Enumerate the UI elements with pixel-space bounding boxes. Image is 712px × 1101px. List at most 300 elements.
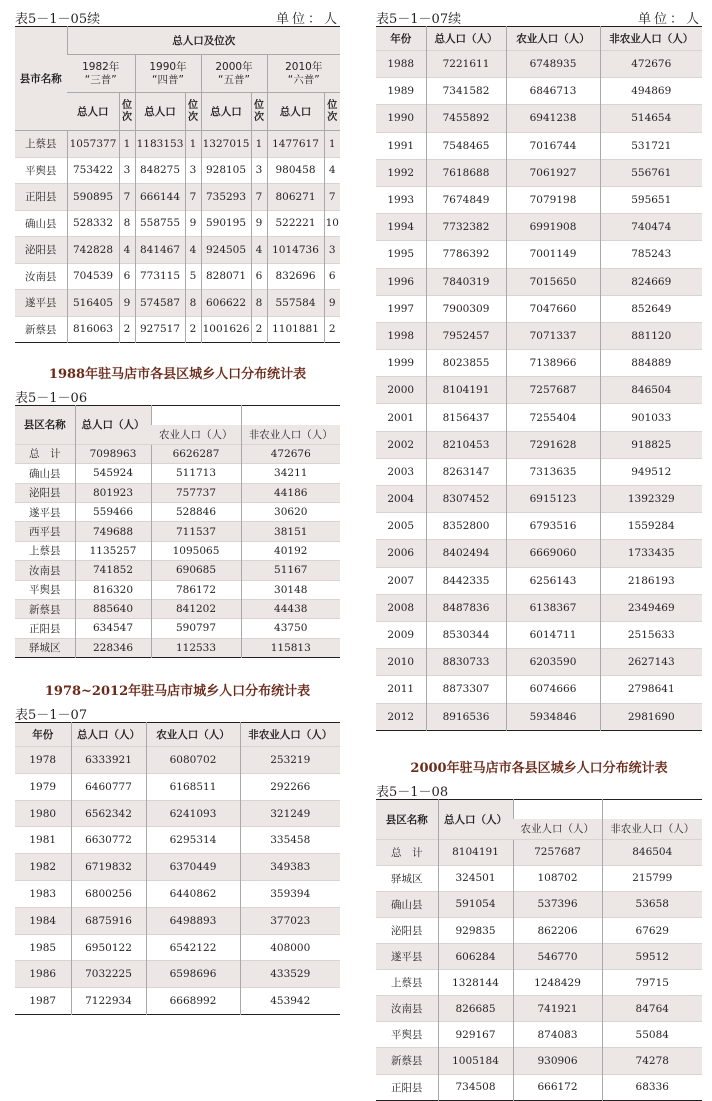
table-row xyxy=(376,431,702,458)
table-unit: 单位：人 xyxy=(275,12,340,27)
table-row xyxy=(376,703,702,730)
row-label-cell: 总 计 xyxy=(15,444,75,463)
value-cell: 6295314 xyxy=(146,827,240,854)
value-cell: 3 xyxy=(324,237,340,264)
table-row xyxy=(15,827,340,854)
value-cell: 1005184 xyxy=(438,1048,513,1074)
table-5-1-07-cont xyxy=(376,26,702,731)
value-cell: 557584 xyxy=(267,290,324,317)
row-label-cell: 1988 xyxy=(376,51,426,78)
table-row xyxy=(15,773,340,800)
value-cell: 901033 xyxy=(600,404,702,431)
value-cell: 6074666 xyxy=(506,676,600,703)
value-cell: 7255404 xyxy=(506,404,600,431)
header-blank xyxy=(513,799,602,819)
row-label-cell: 1986 xyxy=(15,961,71,988)
total-header: 总人口 xyxy=(135,93,185,131)
value-cell: 2515633 xyxy=(600,621,702,648)
value-cell: 773115 xyxy=(135,263,185,290)
row-label-cell: 1984 xyxy=(15,907,71,934)
value-cell: 2 xyxy=(185,316,201,343)
value-cell: 215799 xyxy=(602,865,702,891)
value-cell: 606622 xyxy=(201,290,251,317)
row-label-cell: 1981 xyxy=(15,827,71,854)
row-label-cell: 正阳县 xyxy=(15,619,75,638)
table-row xyxy=(15,541,340,560)
value-cell: 6991908 xyxy=(506,214,600,241)
value-cell: 7291628 xyxy=(506,431,600,458)
nonagri-header: 非农业人口（人） xyxy=(241,425,340,444)
table-row xyxy=(376,839,702,865)
row-label-cell: 1985 xyxy=(15,934,71,961)
value-cell: 591054 xyxy=(438,891,513,917)
county-header: 县市名称 xyxy=(15,27,67,131)
rank-header: 位次 xyxy=(324,93,340,131)
value-cell: 335458 xyxy=(240,827,340,854)
table-code: 表5－1－06 xyxy=(15,391,88,406)
value-cell: 472676 xyxy=(600,51,702,78)
value-cell: 7016744 xyxy=(506,132,600,159)
row-label-cell: 确山县 xyxy=(376,891,438,917)
value-cell: 3 xyxy=(119,157,135,184)
value-cell: 68336 xyxy=(602,1074,702,1100)
value-cell: 6562342 xyxy=(71,800,146,827)
total-header: 总人口（人） xyxy=(71,723,146,747)
value-cell: 1477617 xyxy=(267,131,324,158)
value-cell: 6719832 xyxy=(71,854,146,881)
value-cell: 1733435 xyxy=(600,540,702,567)
value-cell: 7122934 xyxy=(71,988,146,1015)
value-cell: 8156437 xyxy=(426,404,506,431)
row-label-cell: 2011 xyxy=(376,676,426,703)
value-cell: 40192 xyxy=(241,541,340,560)
value-cell: 115813 xyxy=(241,638,340,657)
row-label-cell: 2012 xyxy=(376,703,426,730)
table-row xyxy=(15,157,340,184)
row-label-cell: 驿城区 xyxy=(15,638,75,657)
row-label-cell: 泌阳县 xyxy=(376,917,438,943)
value-cell: 6598696 xyxy=(146,961,240,988)
value-cell: 5934846 xyxy=(506,703,600,730)
row-label-cell: 2000 xyxy=(376,377,426,404)
value-cell: 1328144 xyxy=(438,970,513,996)
value-cell: 7221611 xyxy=(426,51,506,78)
value-cell: 6 xyxy=(324,263,340,290)
value-cell: 8 xyxy=(251,290,267,317)
value-cell: 44438 xyxy=(241,599,340,618)
value-cell: 408000 xyxy=(240,934,340,961)
value-cell: 7098963 xyxy=(75,444,151,463)
value-cell: 6542122 xyxy=(146,934,240,961)
value-cell: 980458 xyxy=(267,157,324,184)
value-cell: 949512 xyxy=(600,458,702,485)
row-label-cell: 新蔡县 xyxy=(15,316,67,343)
table-code: 表5－1－07续 xyxy=(376,12,462,27)
value-cell: 1001626 xyxy=(201,316,251,343)
agri-header: 农业人口（人） xyxy=(146,723,240,747)
value-cell: 6498893 xyxy=(146,907,240,934)
value-cell: 884889 xyxy=(600,350,702,377)
value-cell: 841202 xyxy=(151,599,241,618)
value-cell: 453942 xyxy=(240,988,340,1015)
row-label-cell: 2002 xyxy=(376,431,426,458)
value-cell: 704539 xyxy=(67,263,119,290)
value-cell: 6440862 xyxy=(146,881,240,908)
value-cell: 590195 xyxy=(201,210,251,237)
value-cell: 6668992 xyxy=(146,988,240,1015)
table-title: 1978~2012年驻马店市城乡人口分布统计表 xyxy=(44,684,311,700)
row-label-cell: 2007 xyxy=(376,567,426,594)
value-cell: 6256143 xyxy=(506,567,600,594)
value-cell: 753422 xyxy=(67,157,119,184)
value-cell: 2798641 xyxy=(600,676,702,703)
value-cell: 34211 xyxy=(241,464,340,483)
value-cell: 559466 xyxy=(75,502,151,521)
left-column xyxy=(15,0,340,1015)
table-5-1-06 xyxy=(15,405,340,658)
value-cell: 377023 xyxy=(240,907,340,934)
value-cell: 7138966 xyxy=(506,350,600,377)
value-cell: 4 xyxy=(185,237,201,264)
total-header: 总人口 xyxy=(67,93,119,131)
row-label-cell: 新蔡县 xyxy=(376,1048,438,1074)
value-cell: 433529 xyxy=(240,961,340,988)
header-blank xyxy=(151,406,241,425)
table-row xyxy=(376,350,702,377)
table-row xyxy=(15,131,340,158)
value-cell: 741852 xyxy=(75,561,151,580)
value-cell: 841467 xyxy=(135,237,185,264)
value-cell: 516405 xyxy=(67,290,119,317)
row-label-cell: 泌阳县 xyxy=(15,237,67,264)
table-row xyxy=(15,263,340,290)
value-cell: 522221 xyxy=(267,210,324,237)
table-row xyxy=(15,522,340,541)
row-label-cell: 泌阳县 xyxy=(15,483,75,502)
value-cell: 8 xyxy=(119,210,135,237)
value-cell: 1 xyxy=(251,131,267,158)
table-row xyxy=(376,917,702,943)
nonagri-header: 非农业人口（人） xyxy=(602,819,702,839)
table-row xyxy=(15,184,340,211)
value-cell: 828071 xyxy=(201,263,251,290)
table-code: 表5－1－05续 xyxy=(15,12,101,27)
table-row xyxy=(376,970,702,996)
row-label-cell: 2005 xyxy=(376,513,426,540)
value-cell: 2 xyxy=(119,316,135,343)
value-cell: 9 xyxy=(119,290,135,317)
value-cell: 801923 xyxy=(75,483,151,502)
value-cell: 2349469 xyxy=(600,594,702,621)
table-row xyxy=(376,944,702,970)
value-cell: 494869 xyxy=(600,78,702,105)
table-5-1-05 xyxy=(15,26,340,343)
value-cell: 7061927 xyxy=(506,159,600,186)
table-row xyxy=(376,1048,702,1074)
agri-header: 农业人口（人） xyxy=(513,819,602,839)
value-cell: 7257687 xyxy=(513,839,602,865)
value-cell: 7840319 xyxy=(426,268,506,295)
total-header: 总人口 xyxy=(267,93,324,131)
value-cell: 8 xyxy=(185,290,201,317)
row-label-cell: 1987 xyxy=(15,988,71,1015)
value-cell: 7732382 xyxy=(426,214,506,241)
table-row xyxy=(376,486,702,513)
table-row xyxy=(376,51,702,78)
value-cell: 8352800 xyxy=(426,513,506,540)
value-cell: 8104191 xyxy=(426,377,506,404)
value-cell: 862206 xyxy=(513,917,602,943)
table-row xyxy=(376,78,702,105)
value-cell: 546770 xyxy=(513,944,602,970)
value-cell: 806271 xyxy=(267,184,324,211)
value-cell: 918825 xyxy=(600,431,702,458)
row-label-cell: 1982 xyxy=(15,854,71,881)
value-cell: 6950122 xyxy=(71,934,146,961)
row-label-cell: 平舆县 xyxy=(15,157,67,184)
value-cell: 44186 xyxy=(241,483,340,502)
row-label-cell: 1995 xyxy=(376,241,426,268)
header-blank xyxy=(602,799,702,819)
value-cell: 108702 xyxy=(513,865,602,891)
value-cell: 511713 xyxy=(151,464,241,483)
total-header: 总人口（人） xyxy=(438,799,513,839)
row-label-cell: 正阳县 xyxy=(15,184,67,211)
table-row xyxy=(376,404,702,431)
table-row xyxy=(376,891,702,917)
row-label-cell: 2008 xyxy=(376,594,426,621)
table-row xyxy=(376,132,702,159)
value-cell: 7071337 xyxy=(506,322,600,349)
value-cell: 1135257 xyxy=(75,541,151,560)
row-label-cell: 上蔡县 xyxy=(15,131,67,158)
table-row xyxy=(15,961,340,988)
row-label-cell: 1999 xyxy=(376,350,426,377)
value-cell: 8530344 xyxy=(426,621,506,648)
value-cell: 816063 xyxy=(67,316,119,343)
table-row xyxy=(15,638,340,657)
value-cell: 9 xyxy=(251,210,267,237)
row-label-cell: 平舆县 xyxy=(15,580,75,599)
nonagri-header: 非农业人口（人） xyxy=(240,723,340,747)
value-cell: 7032225 xyxy=(71,961,146,988)
row-label-cell: 总 计 xyxy=(376,839,438,865)
value-cell: 6168511 xyxy=(146,773,240,800)
value-cell: 558755 xyxy=(135,210,185,237)
value-cell: 7341582 xyxy=(426,78,506,105)
value-cell: 7674849 xyxy=(426,186,506,213)
row-label-cell: 上蔡县 xyxy=(15,541,75,560)
value-cell: 1248429 xyxy=(513,970,602,996)
table-row xyxy=(15,599,340,618)
value-cell: 556761 xyxy=(600,159,702,186)
table-row xyxy=(15,988,340,1015)
row-label-cell: 1997 xyxy=(376,295,426,322)
value-cell: 30148 xyxy=(241,580,340,599)
value-cell: 7 xyxy=(185,184,201,211)
row-label-cell: 西平县 xyxy=(15,522,75,541)
value-cell: 8023855 xyxy=(426,350,506,377)
value-cell: 690685 xyxy=(151,561,241,580)
value-cell: 2 xyxy=(324,316,340,343)
row-label-cell: 2004 xyxy=(376,486,426,513)
value-cell: 528846 xyxy=(151,502,241,521)
value-cell: 749688 xyxy=(75,522,151,541)
table-row xyxy=(376,1022,702,1048)
value-cell: 2 xyxy=(251,316,267,343)
value-cell: 112533 xyxy=(151,638,241,657)
value-cell: 881120 xyxy=(600,322,702,349)
value-cell: 43750 xyxy=(241,619,340,638)
value-cell: 79715 xyxy=(602,970,702,996)
year-header: 年份 xyxy=(15,723,71,747)
table-row xyxy=(376,214,702,241)
value-cell: 6793516 xyxy=(506,513,600,540)
row-label-cell: 遂平县 xyxy=(376,944,438,970)
agri-header: 农业人口（人） xyxy=(506,27,600,51)
table-row xyxy=(15,619,340,638)
nonagri-header: 非农业人口（人） xyxy=(600,27,702,51)
value-cell: 1 xyxy=(324,131,340,158)
value-cell: 590797 xyxy=(151,619,241,638)
table-row xyxy=(15,502,340,521)
table-5-1-08 xyxy=(376,799,702,1101)
value-cell: 8830733 xyxy=(426,649,506,676)
agri-header: 农业人口（人） xyxy=(151,425,241,444)
total-header: 总人口（人） xyxy=(426,27,506,51)
value-cell: 6915123 xyxy=(506,486,600,513)
value-cell: 6333921 xyxy=(71,747,146,774)
row-label-cell: 2006 xyxy=(376,540,426,567)
value-cell: 9 xyxy=(185,210,201,237)
row-label-cell: 2009 xyxy=(376,621,426,648)
row-label-cell: 驿城区 xyxy=(376,865,438,891)
value-cell: 742828 xyxy=(67,237,119,264)
value-cell: 6138367 xyxy=(506,594,600,621)
table-row xyxy=(15,580,340,599)
table-row xyxy=(376,621,702,648)
table-row xyxy=(376,322,702,349)
table-row xyxy=(15,464,340,483)
value-cell: 8402494 xyxy=(426,540,506,567)
value-cell: 786172 xyxy=(151,580,241,599)
value-cell: 7047660 xyxy=(506,295,600,322)
table-row xyxy=(15,316,340,343)
row-label-cell: 1978 xyxy=(15,747,71,774)
value-cell: 7079198 xyxy=(506,186,600,213)
value-cell: 7 xyxy=(324,184,340,211)
value-cell: 4 xyxy=(251,237,267,264)
value-cell: 537396 xyxy=(513,891,602,917)
row-label-cell: 2010 xyxy=(376,649,426,676)
row-label-cell: 平舆县 xyxy=(376,1022,438,1048)
value-cell: 7015650 xyxy=(506,268,600,295)
table-row xyxy=(15,934,340,961)
value-cell: 785243 xyxy=(600,241,702,268)
table-row xyxy=(15,747,340,774)
value-cell: 874083 xyxy=(513,1022,602,1048)
value-cell: 711537 xyxy=(151,522,241,541)
value-cell: 6800256 xyxy=(71,881,146,908)
value-cell: 6460777 xyxy=(71,773,146,800)
value-cell: 824669 xyxy=(600,268,702,295)
value-cell: 53658 xyxy=(602,891,702,917)
value-cell: 30620 xyxy=(241,502,340,521)
value-cell: 6 xyxy=(119,263,135,290)
value-cell: 6669060 xyxy=(506,540,600,567)
value-cell: 8104191 xyxy=(438,839,513,865)
value-cell: 4 xyxy=(324,157,340,184)
value-cell: 359394 xyxy=(240,881,340,908)
value-cell: 7952457 xyxy=(426,322,506,349)
value-cell: 734508 xyxy=(438,1074,513,1100)
value-cell: 3 xyxy=(185,157,201,184)
value-cell: 1095065 xyxy=(151,541,241,560)
table-row xyxy=(15,854,340,881)
value-cell: 2627143 xyxy=(600,649,702,676)
table-5-1-07-cont-header xyxy=(376,0,702,26)
value-cell: 531721 xyxy=(600,132,702,159)
table-code: 表5－1－08 xyxy=(376,784,449,800)
value-cell: 528332 xyxy=(67,210,119,237)
row-label-cell: 1998 xyxy=(376,322,426,349)
value-cell: 59512 xyxy=(602,944,702,970)
value-cell: 2981690 xyxy=(600,703,702,730)
value-cell: 7618688 xyxy=(426,159,506,186)
total-header: 总人口（人） xyxy=(75,406,151,445)
row-label-cell: 汝南县 xyxy=(15,263,67,290)
value-cell: 740474 xyxy=(600,214,702,241)
table-title: 2000年驻马店市各县区城乡人口分布统计表 xyxy=(410,760,668,776)
value-cell: 6875916 xyxy=(71,907,146,934)
value-cell: 8263147 xyxy=(426,458,506,485)
value-cell: 848275 xyxy=(135,157,185,184)
value-cell: 6630772 xyxy=(71,827,146,854)
value-cell: 826685 xyxy=(438,996,513,1022)
group-header: 总人口及位次 xyxy=(67,27,340,55)
value-cell: 4 xyxy=(119,237,135,264)
table-5-1-05-header xyxy=(15,0,340,26)
table-row xyxy=(376,268,702,295)
value-cell: 8916536 xyxy=(426,703,506,730)
row-label-cell: 遂平县 xyxy=(15,502,75,521)
value-cell: 7548465 xyxy=(426,132,506,159)
value-cell: 735293 xyxy=(201,184,251,211)
value-cell: 8442335 xyxy=(426,567,506,594)
value-cell: 6846713 xyxy=(506,78,600,105)
row-label-cell: 1983 xyxy=(15,881,71,908)
header-blank xyxy=(241,406,340,425)
table-code: 表5－1－07 xyxy=(15,708,88,724)
row-label-cell: 1980 xyxy=(15,800,71,827)
value-cell: 321249 xyxy=(240,800,340,827)
value-cell: 324501 xyxy=(438,865,513,891)
value-cell: 7 xyxy=(251,184,267,211)
value-cell: 5 xyxy=(185,263,201,290)
table-row xyxy=(376,540,702,567)
table-row xyxy=(376,996,702,1022)
row-label-cell: 1989 xyxy=(376,78,426,105)
table-row xyxy=(15,290,340,317)
table-row xyxy=(15,444,340,463)
value-cell: 6 xyxy=(251,263,267,290)
value-cell: 7257687 xyxy=(506,377,600,404)
total-header: 总人口 xyxy=(201,93,251,131)
value-cell: 514654 xyxy=(600,105,702,132)
value-cell: 349383 xyxy=(240,854,340,881)
value-cell: 846504 xyxy=(600,377,702,404)
year-header: 年份 xyxy=(376,27,426,51)
